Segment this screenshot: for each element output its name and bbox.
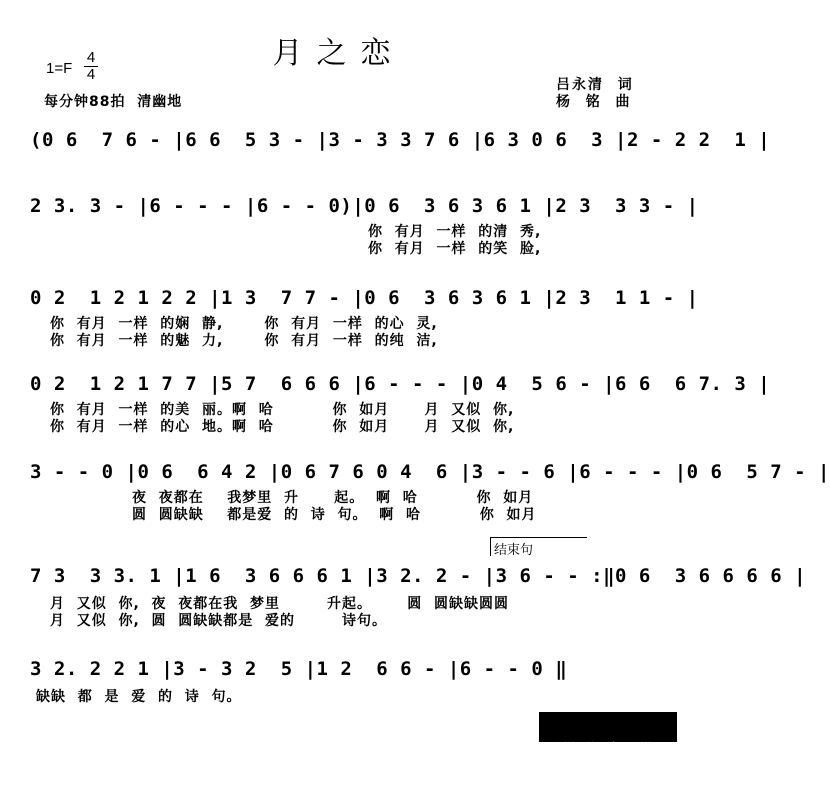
key-signature: 1=F xyxy=(46,60,73,77)
tempo-marking: 每分钟88拍 清幽地 xyxy=(44,94,183,110)
notation-line-7: 3 2. 2 2 1 |3 - 3 2 5 |1 2 6 6 - |6 - - 0 ‖ xyxy=(30,658,568,680)
lyric-line-2b: 你 有月 一样 的笑 脸, xyxy=(368,241,542,257)
lyric-line-3a: 你 有月 一样 的娴 静, 你 有月 一样 的心 灵, xyxy=(50,316,438,332)
lyricist-credit: 吕永清 词 xyxy=(556,77,634,93)
song-title: 月之恋 xyxy=(272,36,405,71)
notation-line-3: 0 2 1 2 1 2 2 |1 3 7 7 - |0 6 3 6 3 6 1 |2 3 1 1 - | xyxy=(30,287,699,309)
notation-line-1: (0 6 7 6 - |6 6 5 3 - |3 - 3 3 7 6 |6 3 0 6 3 |2 - 2 2 1 | xyxy=(30,129,771,151)
lyric-line-7a: 缺缺 都 是 爱 的 诗 句。 xyxy=(36,689,242,705)
lyric-line-6b: 月 又似 你, 圆 圆缺缺都是 爱的 诗句。 xyxy=(50,613,388,629)
notation-line-6: 7 3 3 3. 1 |1 6 3 6 6 6 1 |3 2. 2 - |3 6 - - :‖0 6 3 6 6 6 6 | xyxy=(30,565,807,587)
time-signature-bottom: 4 xyxy=(86,66,96,83)
lyric-line-6a: 月 又似 你, 夜 夜都在我 梦里 升起。 圆 圆缺缺圆圆 xyxy=(50,596,510,612)
notation-line-2: 2 3. 3 - |6 - - - |6 - - 0)|0 6 3 6 3 6 1 |2 3 3 3 - | xyxy=(30,195,699,217)
ending-label: 结束句 xyxy=(494,543,534,558)
lyric-line-5a: 夜 夜都在 我梦里 升 起。 啊 哈 你 如月 xyxy=(132,490,534,506)
watermark-url: HTTP://QUPU.HAO81.NET xyxy=(551,785,665,795)
lyric-line-4a: 你 有月 一样 的美 丽。啊 哈 你 如月 月 又似 你, xyxy=(50,402,515,418)
composer-credit: 杨 铭 曲 xyxy=(556,94,632,110)
notation-line-5: 3 - - 0 |0 6 6 4 2 |0 6 7 6 0 4 6 |3 - - 6 |6 - - - |0 6 5 7 - | xyxy=(30,461,830,483)
lyric-line-5b: 圆 圆缺缺 都是爱 的 诗 句。 啊 哈 你 如月 xyxy=(132,507,537,523)
notation-line-4: 0 2 1 2 1 7 7 |5 7 6 6 6 |6 - - - |0 4 5 6 - |6 6 6 7. 3 | xyxy=(30,373,771,395)
lyric-line-4b: 你 有月 一样 的心 地。啊 哈 你 如月 月 又似 你, xyxy=(50,419,515,435)
time-signature-top: 4 xyxy=(86,49,96,66)
lyric-line-3b: 你 有月 一样 的魅 力, 你 有月 一样 的纯 洁, xyxy=(50,333,438,349)
watermark-text: 曲谱上传于中国曲谱网 xyxy=(553,741,663,754)
lyric-line-2a: 你 有月 一样 的清 秀, xyxy=(368,224,542,240)
watermark-footer xyxy=(539,712,677,795)
